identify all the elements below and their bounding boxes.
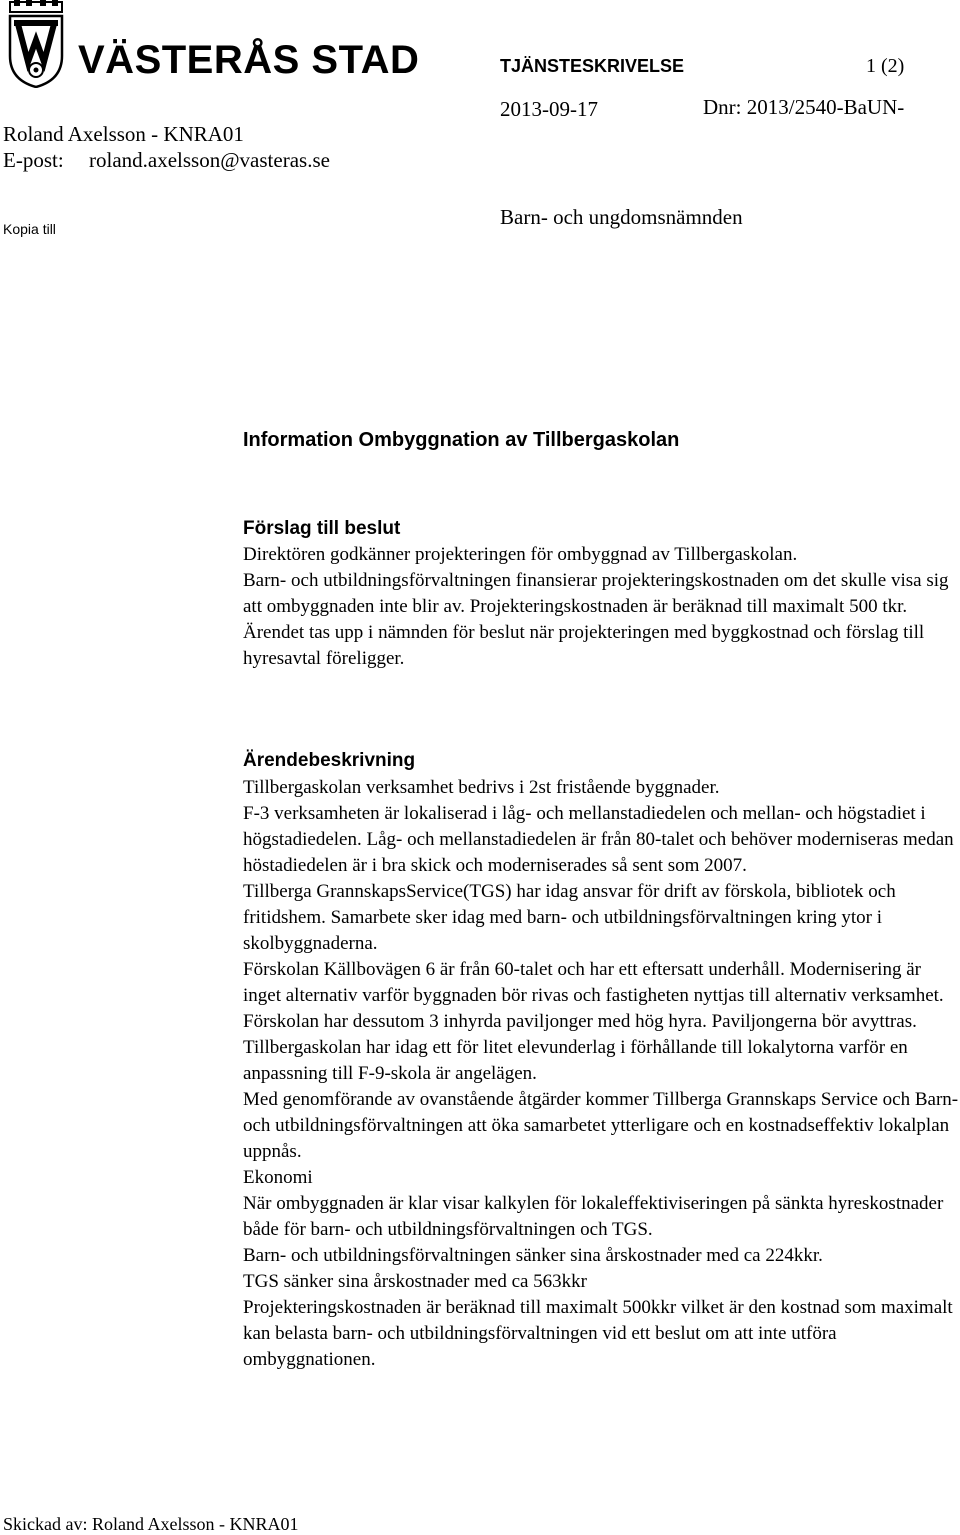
- dnr-number: Dnr: 2013/2540-BaUN-: [703, 95, 905, 119]
- proposal-paragraph: Barn- och utbildningsförvaltningen finansierar projekteringskostnaden om det skulle visa sig att ombyggnaden inte blir av. Projekteringskostnaden är beräknad till maximalt 500 tkr.: [243, 570, 949, 617]
- description-paragraph: F-3 verksamheten är lokaliserad i låg- och mellanstadiedelen och mellan- och högstadiet i högstadiedelen. Låg- och mellanstadiedelen är från 80-talet och behöver moderniseras medan höstadiedelen är i bra skick och moderniserades så sent som 2007.: [243, 803, 954, 876]
- document-date: 2013-09-17: [500, 97, 598, 121]
- copy-to-label: Kopia till: [3, 221, 56, 237]
- vasteras-coat-of-arms-icon: [6, 0, 66, 88]
- description-heading: Ärendebeskrivning: [243, 750, 416, 771]
- coat-of-arms-svg: [6, 0, 66, 88]
- proposal-heading: Förslag till beslut: [243, 518, 401, 539]
- page-number: 1 (2): [866, 55, 905, 77]
- dnr-field: [703, 94, 960, 122]
- proposal-body: [243, 542, 960, 672]
- description-paragraph: Tillberga GrannskapsService(TGS) har idag ansvar för drift av förskola, bibliotek och fritidshem. Samarbete sker idag med barn- och utbildningsförvaltningen kring ytor i skolbyggnaderna.: [243, 881, 896, 954]
- author-name: Roland Axelsson - KNRA01: [3, 122, 244, 146]
- email-label: E-post:: [3, 148, 64, 172]
- description-paragraph: Förskolan har dessutom 3 inhyrda paviljonger med hög hyra. Paviljongerna bör avyttras.: [243, 1011, 917, 1032]
- description-body: [243, 775, 960, 1373]
- sent-by: Skickad av: Roland Axelsson - KNRA01: [3, 1514, 299, 1534]
- document-type: TJÄNSTESKRIVELSE: [500, 56, 685, 76]
- economy-subheading: Ekonomi: [243, 1167, 313, 1188]
- email-address: roland.axelsson@vasteras.se: [89, 148, 330, 172]
- description-paragraph: Projekteringskostnaden är beräknad till maximalt 500kkr vilket är den kostnad som maximalt kan belasta barn- och utbildningsförvaltningen vid ett beslut om att inte utföra ombyggnationen.: [243, 1297, 953, 1370]
- document-title: Information Ombyggnation av Tillbergaskolan: [243, 429, 680, 451]
- logo-wordmark: VÄSTERÅS STAD: [78, 38, 420, 82]
- description-paragraph: Förskolan Källbovägen 6 är från 60-talet och har ett eftersatt underhåll. Modernisering är inget alternativ varför byggnaden bör rivas och fastigheten nyttjas till alternativ verksamhet.: [243, 959, 944, 1006]
- proposal-paragraph: Ärendet tas upp i nämnden för beslut när projekteringen med byggkostnad och förslag till hyresavtal föreligger.: [243, 622, 925, 669]
- description-paragraph: Tillbergaskolan har idag ett för litet elevunderlag i förhållande till lokalytorna varför en anpassning till F-9-skola är angeläge​n.: [243, 1037, 908, 1084]
- proposal-paragraph: Direktören godkänner projekteringen för ombyggnad av Tillbergaskolan.: [243, 544, 798, 565]
- description-paragraph: Tillbergaskolan verksamhet bedrivs i 2st fristående byggnader.: [243, 777, 720, 798]
- recipient: Barn- och ungdomsnämnden: [500, 205, 743, 229]
- description-paragraph: Barn- och utbildningsförvaltningen sänker sina årskostnader med ca 224kkr.: [243, 1245, 823, 1266]
- description-paragraph: När ombyggnaden är klar visar kalkylen för lokaleffektiviseringen på sänkta hyreskostnader både för barn- och utbildningsförvaltningen och TGS.: [243, 1193, 944, 1240]
- description-paragraph: Med genomförande av ovanstående åtgärder kommer Tillberga Grannskaps Service och Barn- och utbildningsförvaltningen att öka samarbetet ytterligare och en kostnadseffektiv lokalplan uppnås.: [243, 1089, 959, 1162]
- description-paragraph: TGS sänker sina årskostnader med ca 563kkr: [243, 1271, 588, 1292]
